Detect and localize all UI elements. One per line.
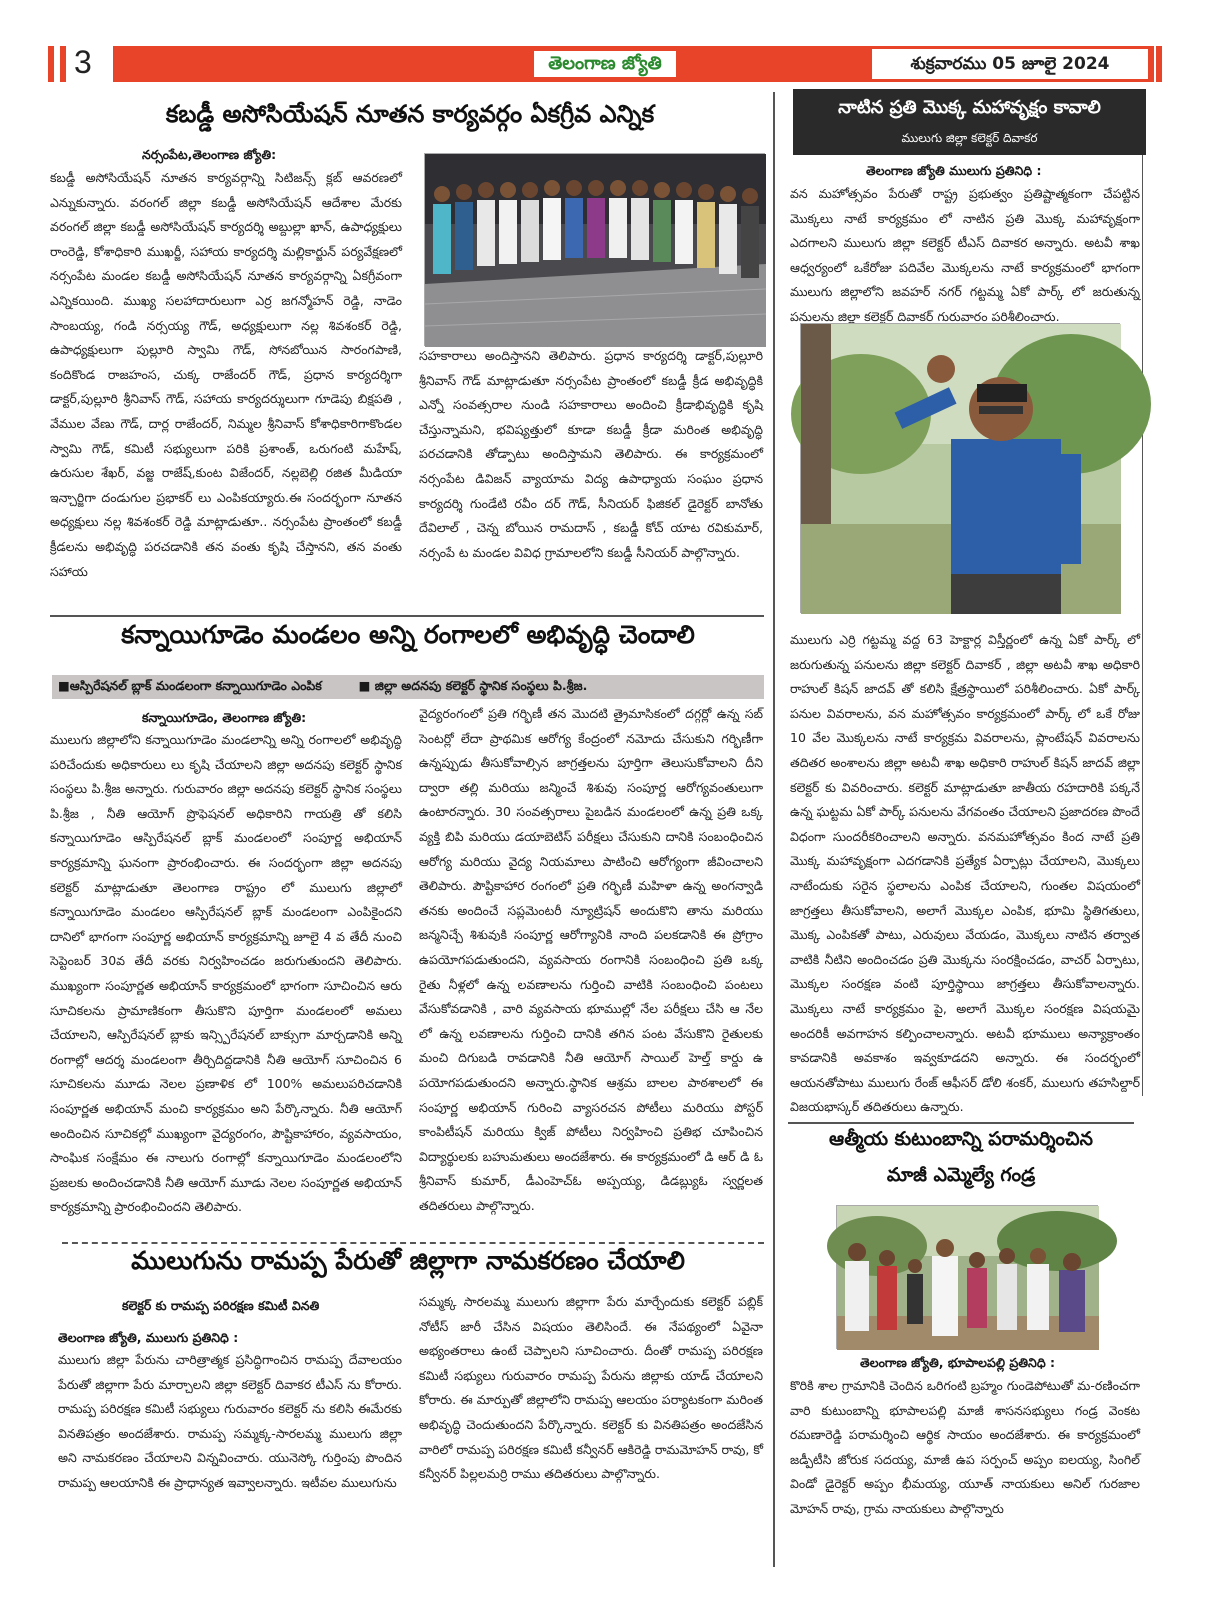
plants-para1: వన మహోత్సవం పేరుతో రాష్ట్ర ప్రభుత్వం ప్రతిష్టాత్మకంగా చేపట్టిన మొక్కలు నాటే కార్యక్రమం లో నాటిన ప్రతి మొక్క మహావృక్షంగా ఎదగాలని ములుగు జిల్లా కలెక్టర్ టీఎస్ దివాకర అన్నారు. అటవీ శాఖ ఆధ్వర్యంలో ఒకేరోజు పదివేల మొక్కలను నాటే కార్యక్రమంలో భాగంగా ములుగు జిల్లాలోని జవహర్ నగర్ గట్టమ్మ ఏకో పార్క్ లో జరుతున్న పనులను జిల్లా కలెక్టర్ దివాకర్ గురువారం పరిశీలించారు. (790, 186, 1140, 324)
mulugu-headline: ములుగును రామప్ప పేరుతో జిల్లాగా నామకరణం చేయాలి (131, 1246, 685, 1275)
mulugu-subhead: కలెక్టర్ కు రామప్ప పరిరక్షణ కమిటీ వినతి (122, 1298, 320, 1313)
mulugu-col1: ములుగు జిల్లా పేరును చారిత్రాత్మక ప్రసిద్ధిగాంచిన రామప్ప దేవాలయం పేరుతో జిల్లాగా పేరు మార్చాలని జిల్లా కలెక్టర్ దివాకర టీఎస్ ను కోరారు. రామప్ప పరిరక్షణ కమిటీ సభ్యులు గురువారం కలెక్టర్ ను కలిసి ఈమేరకు వినతిపత్రం అందజేశారు. రామప్ప సమ్మక్క-సారలమ్మ ములుగు జిల్లా అని నామకరణం చేయాలని విన్నవించారు. యునెస్కో గుర్తింపు పొందిన రామప్ప ఆలయానికి ఈ ప్రాధాన్యత ఇవ్వాలన్నారు. ఇటీవల ములుగును (58, 1352, 402, 1490)
masthead: తెలంగాణ జ్యోతి (532, 49, 678, 79)
kabaddi-group-photo (424, 153, 765, 346)
kabaddi-col2: సహకారాలు అందిస్తానని తెలిపారు. ప్రధాన కార్యదర్శి డాక్టర్,పుల్లూరి శ్రీనివాస్ గౌడ్ మాట్లాడుతూ నర్సంపేట ప్రాంతంలో కబడ్డీ క్రీడ అభివృద్ధికి ఎన్నో సంవత్సరాల నుండి సహకారాలు అందించి క్రీడాభివృద్ధికి కృషి చేస్తున్నామని, భవిష్యత్తులో కూడా కబడ్డీ క్రీడా మరింత అభివృద్ధి పరచడానికి తోడ్పాటు అందిస్తామని తెలిపారు. ఈ కార్యక్రమంలో నర్సంపేట డివిజన్ వ్యాయామ విద్య ఉపాధ్యాయ సంఘం ప్రధాన కార్యదర్శి గుండేటి రవీం దర్ గౌడ్, సీనియర్ ఫిజికల్ డైరెక్టర్ బానోతు దేవిలాల్ , చెన్న బోయిన రామదాస్ , కబడ్డీ కోచ్ యాట రవికుమార్, నర్సంపే ట మండల వివిధ గ్రామాలలోని కబడ్డీ సీనియర్ పాల్గొన్నారు. (419, 348, 763, 560)
plants-subhead: ములుగు జిల్లా కలెక్టర్ దివాకర (901, 131, 1038, 145)
dashed-rule (62, 1242, 764, 1244)
kabaddi-dateline: నర్సంపేట,తెలంగాణ జ్యోతి: (142, 147, 277, 162)
section-rule (50, 615, 764, 617)
kabaddi-col1: కబడ్డీ అసోసియేషన్ నూతన కార్యవర్గాన్ని సిటిజన్స్ క్లబ్ ఆవరణలో ఎన్నుకున్నారు. వరంగల్ జిల్లా కబడ్డీ అసోసియేషన్ ఆదేశాల మేరకు వరంగల్ జిల్లా కబడ్డీ అసోసియేషన్ కార్యదర్శి అబ్దుల్లా ఖాన్, ఉపాధ్యక్షులు రాంరెడ్డి, కోశాధికారి ముఖర్జీ, సహాయ కార్యదర్శి మల్లికార్జున్ పర్యవేక్షణలో నర్సంపేట మండల కబడ్డీ అసోసియేషన్ నూతన కార్యవర్గాన్ని ఏకగ్రీవంగా ఎన్నికయింది. ముఖ్య సలహాదారులుగా ఎర్ర జగన్మోహన్ రెడ్డి, నాడెం సాంబయ్య, గండి నర్సయ్య గౌడ్, అధ్యక్షులుగా నల్ల శివశంకర్ రెడ్డి, ఉపాధ్యక్షులుగా పుల్లూరి స్వామి గౌడ్, సోనబోయిన సారంగపాణి, కందికొండ రాజహంస, చుక్క రాజేందర్ గౌడ్, ప్రధాన కార్యదర్శిగా డాక్టర్,పుల్లూరి శ్రీనివాస్ గౌడ్, సహాయ కార్యదర్శులుగా గూడెపు బిక్షపతి , వేముల వేణు గౌడ్, దార్ల రాజేందర్, నిమ్మల శ్రీనివాస్ కోశాధికారిగాకొండల స్వామి గౌడ్, కమిటీ సభ్యులుగా పరికి ప్రశాంత్, ఒరుగంటి మహేష్, ఉరుసుల శేఖర్, వజ్జ రాజేష్,కుంట విజేందర్, నల్లబెల్లి రజిత మీడియా ఇన్చార్జిగా దండుగుల ప్రభాకర్ లు ఎంపికయ్యారు.ఈ సందర్భంగా నూతన అధ్యక్షులు నల్ల శివశంకర్ రెడ్డి మాట్లాడుతూ.. నర్సంపేట ప్రాంతంలో కబడ్డీ క్రీడలను అభివృద్ధి పరచడానికి తన వంతు కృషి చేస్తానని, తన వంతు సహాయ (50, 170, 402, 579)
kannaigudem-col2: వైద్యరంగంలో ప్రతి గర్భిణీ తన మొదటి త్రైమాసికంలో దగ్గర్లో ఉన్న సబ్ సెంటర్లో లేదా ప్రాథమిక ఆరోగ్య కేంద్రంలో నమోదు చేసుకుని గర్భిణీగా ఉన్నప్పుడు తీసుకోవాల్సిన జాగ్రత్తలను పూర్తిగా తెలుసుకోవాలని దీని ద్వారా తల్లి మరియు జన్మించే శిశువు సంపూర్ణ ఆరోగ్యవంతులుగా ఉంటారన్నారు. 30 సంవత్సరాలు పైబడిన మండలంలో ఉన్న ప్రతి ఒక్క వ్యక్తి బిపి మరియు డయాబెటిస్ పరీక్షలు చేసుకుని దానికి సంబంధించిన ఆరోగ్య మరియు వైద్య నియమాలు పాటించి ఆరోగ్యంగా జీవించాలని తెలిపారు. పౌష్టికాహార రంగంలో ప్రతి గర్భిణీ మహిళా ఉన్న అంగన్వాడి తనకు అందించే సప్లమెంటరీ న్యూట్రిషన్ అందుకొని తాను మరియు జన్మనిచ్చే శిశువుకి సంపూర్ణ ఆరోగ్యానికి నాంది పలకడానికి ఈ ప్రోగ్రాం ఉపయోగపడుతుందని, వ్యవసాయ రంగానికి సంబంధించి ప్రతి ఒక్క రైతు నీళ్లలో ఉన్న లవణాలను గుర్తించి వాటికి సంబంధించి పంటలు వేసుకోవడానికి , వారి వ్యవసాయ భూముల్లో నేల పరీక్షలు చేసి ఆ నేల లో ఉన్న లవణాలను గుర్తించి దానికి తగిన పంట వేసుకొని రైతులకు మంచి దిగుబడి రావడానికి నీతి ఆయోగ్ సాయిల్ హెల్త్ కార్డు ఉ పయోగపడుతుందని అన్నారు.స్థానిక ఆశ్రమ బాలల పాఠశాలలో ఈ సంపూర్ణ అభియాన్ గురించి వ్యాసరచన పోటీలు మరియు పోస్టర్ కాంపిటీషన్ మరియు క్విజ్ పోటీలు నిర్వహించి ప్రతిభ చూపించిన విద్యార్థులకు బహుమతులు అందజేశారు. ఈ కార్యక్రమంలో డి ఆర్ డి ఓ శ్రీనివాస్ కుమార్, డీఎంహెచ్ఓ అప్పయ్య, డిడబ్ల్యుఓ స్వర్ణలత తదితరులు పాల్గొన్నారు. (419, 706, 763, 1213)
kannaigudem-col1: ములుగు జిల్లాలోని కన్నాయిగూడెం మండలాన్ని అన్ని రంగాలలో అభివృద్ధి పరిచేందుకు అధికారులు లు కృషి చేయాలని జిల్లా అదనపు కలెక్టర్ స్థానిక సంస్థలు పి.శ్రీజ అన్నారు. గురువారం జిల్లా అదనపు కలెక్టర్ స్థానిక సంస్థలు పి.శ్రీజ , నీతి ఆయోగ్ ప్రొఫెషనల్ అధికారిని గాయత్రి తో కలిసి కన్నాయిగూడెం ఆస్పిరేషనల్ బ్లాక్ మండలంలో సంపూర్ణ అభియాన్ కార్యక్రమాన్ని ఘనంగా ప్రారంభించారు. ఈ సందర్భంగా జిల్లా అదనపు కలెక్టర్ మాట్లాడుతూ తెలంగాణ రాష్ట్రం లో ములుగు జిల్లాలో కన్నాయిగూడెం మండలం ఆస్పిరేషనల్ బ్లాక్ మండలంగా ఎంపికైందని దానిలో భాగంగా సంపూర్ణ అభియాన్ కార్యక్రమాన్ని జూలై 4 వ తేదీ నుంచి సెప్టెంబర్ 30వ తేదీ వరకు నిర్వహించడం జరుగుతుందని తెలిపారు. ముఖ్యంగా సంపూర్ణత అభియాన్ కార్యక్రమంలో భాగంగా సూచించిన ఆరు సూచికలను ప్రామాణికంగా తీసుకొని పూర్తిగా మండలంలో అమలు చేయాలని, ఆస్పిరేషనల్ బ్లాకు ఇన్స్పిరేషనల్ బాక్సుగా మార్చడానికి అన్ని రంగాల్లో ఆదర్శ మండలంగా తీర్చిదిద్దడానికి నీతి ఆయోగ్ సూచించిన 6 సూచికలను మూడు నెలల ప్రణాళిక లో 100% అమలుపరిచడానికి సంపూర్ణత అభియాన్ మంచి కార్యక్రమం అని పేర్కొన్నారు. నీతి ఆయోగ్ అందించిన సూచికల్లో ముఖ్యంగా వైద్యరంగం, పౌష్టికాహారం, వ్యవసాయం, సాంఘిక సంక్షేమం ఈ నాలుగు రంగాల్లో కన్నాయిగూడెం మండలంలోని ప్రజలకు అందించడానికి నీతి ఆయోగ్ మూడు నెలల సంపూర్ణత అభియాన్ కార్యక్రమాన్ని ప్రారంభించిందని తెలిపారు. (50, 732, 402, 1215)
family-headline-2: మాజీ ఎమ్మెల్యే గండ్ర (886, 1164, 1036, 1186)
kannaigudem-dateline: కన్నాయిగూడెం, తెలంగాణ జ్యోతి: (142, 710, 307, 725)
collector-photo (800, 323, 1120, 613)
family-body: కొరికి శాల గ్రామానికి చెందిన ఒరిగంటి బ్రహ్మం గుండెపోటుతో మ-రణించగా వారి కుటుంబాన్ని భూపాలపల్లి మాజీ శాసనసభ్యులు గండ్ర వెంకట రమణారెడ్డి పరామర్శించి ఆర్థిక సాయం అందజేశారు. ఈ కార్యక్రమంలో జడ్పీటీసి జోరుక సదయ్య, మాజీ ఉప సర్పంచ్ అప్పం ఐలయ్య, సింగిల్ విండో డైరెక్టర్ అప్పం భీమయ్య, యూత్ నాయకులు అనిల్ గురజాల మోహన్ రావు, గ్రామ నాయకులు పాల్గొన్నారు (790, 1378, 1140, 1516)
plants-headline-box (793, 89, 1146, 155)
kannaigudem-headline: కన్నాయిగూడెం మండలం అన్ని రంగాలలో అభివృద్ధి చెందాలి (121, 620, 695, 649)
issue-date: శుక్రవారము 05 జూలై 2024 (872, 49, 1148, 79)
mulugu-dateline: తెలంగాణ జ్యోతి, ములుగు ప్రతినిధి : (58, 1330, 239, 1345)
column-divider (773, 92, 775, 1567)
family-dateline: తెలంగాణ జ్యోతి, భూపాలపల్లి ప్రతినిధి : (860, 1355, 1055, 1370)
header-end-mark (1156, 46, 1162, 82)
plants-dateline: తెలంగాణ జ్యోతి ములుగు ప్రతినిధి : (866, 163, 1042, 178)
mulugu-col2: సమ్మక్క సారలమ్మ ములుగు జిల్లాగా పేరు మార్చేందుకు కలెక్టర్ పబ్లిక్ నోటీస్ జారీ చేసిన విషయం తెలిసిందే. ఈ నేపథ్యంలో ఏవైనా అభ్యంతరాలు ఉంటే చెప్పాలని సూచించారు. దీంతో రామప్ప పరిరక్షణ కమిటీ సభ్యులు గురువారం రామప్ప పేరును జిల్లాకు యాడ్ చేయాలని కోరారు. ఈ మార్పుతో జిల్లాలోని రామప్ప ఆలయం పర్యాటకంగా మరింత అభివృద్ధి చెందుతుందని పేర్కొన్నారు. కలెక్టర్ కు వినతిపత్రం అందజేసిన వారిలో రామప్ప పరిరక్షణ కమిటీ కన్వీనర్ ఆకిరెడ్డి రామమోహన్ రావు, కో కన్వీనర్ పిల్లలమర్రి రాము తదితరులు పాల్గొన్నారు. (419, 1294, 763, 1482)
right-edge-rule (1142, 96, 1143, 1096)
kabaddi-headline: కబడ్డీ అసోసియేషన్ నూతన కార్యవర్గం ఏకగ్రీవ ఎన్నిక (165, 100, 655, 128)
family-headline-1: ఆత్మీయ కుటుంబాన్ని పరామర్శించిన (829, 1128, 1093, 1150)
kannaigudem-subhead-1: ■ఆస్పిరేషనల్ బ్లాక్ మండలంగా కన్నాయిగూడెం ఎంపిక (58, 678, 322, 693)
page-number: 3 (74, 44, 92, 80)
kannaigudem-subhead-bar (52, 675, 764, 699)
kannaigudem-subhead-2: ■ జిల్లా అదనపు కలెక్టర్ స్థానిక సంస్థలు పి.శ్రీజ. (358, 678, 588, 693)
family-visit-photo (836, 1205, 1098, 1349)
right-section-rule (788, 1122, 1134, 1124)
plants-para2: ములుగు ఎర్రి గట్టమ్మ వద్ద 63 హెక్టార్ల విస్తీర్ణంలో ఉన్న ఏకో పార్క్ లో జరుగుతున్న పనులను జిల్లా కలెక్టర్ దివాకర్ , జిల్లా అటవీ శాఖ అధికారి రాహుల్ కిషన్ జాదవ్ తో కలిసి క్షేత్రస్థాయిలో పరిశీలించారు. ఏకో పార్క్ పనుల వివరాలను, వన మహోత్సవం కార్యక్రమంలో పార్క్ లో ఒకే రోజు 10 వేల మొక్కలను నాటే కార్యక్రమ వివరాలను, ప్లాంటేషన్ వివరాలను తదితర అంశాలను జిల్లా అటవీ శాఖ అధికారి రాహుల్ కిషన్ జాదవ్ జిల్లా కలెక్టర్ కు వివరించారు. కలెక్టర్ మాట్లాడుతూ జాతీయ రహదారికి పక్కనే ఉన్న ఘట్టమ ఏకో పార్క్ పనులను వేగవంతం చేయాలని ప్రజాదరణ పొందే విధంగా సుందరీకరించాలని అన్నారు. వనమహోత్సవం కింద నాటే ప్రతి మొక్క మహావృక్షంగా ఎదగడానికి ప్రత్యేక ఏర్పాట్లు చేయాలని, మొక్కలు నాటేందుకు సరైన స్థలాలను ఎంపిక చేయాలని, గుంతల విషయంలో జాగ్రత్తలు తీసుకోవాలని, అలాగే మొక్కల ఎంపిక, భూమి స్థితిగతులు, మొక్క ఎంపికతో పాటు, ఎరువులు వేయడం, మొక్కలు నాటిన తర్వాత వాటికి నీటిని అందించడం ప్రతి మొక్కను సంరక్షించడం, వాచర్ ఏర్పాటు, మొక్కల సంరక్షణ వంటి పూర్తిస్థాయి జాగ్రత్తలు తీసుకోవాలన్నారు. మొక్కలు నాటే కార్యక్రమం పై, అలాగే మొక్కల సంరక్షణ విషయమై అందరికీ అవగాహన కల్పించాలన్నారు. అటవీ భూములు అన్యాక్రాంతం కావడానికి అవకాశం ఇవ్వకూడదని అన్నారు. ఈ సందర్భంలో ఆయనతోపాటు ములుగు రేంజ్ ఆఫీసర్ డోలి శంకర్, ములుగు తహసిల్దార్ విజయభాస్కర్ తదితరులు ఉన్నారు. (790, 632, 1140, 1115)
plants-headline: నాటిన ప్రతి మొక్క మహావృక్షం కావాలి (838, 97, 1101, 118)
